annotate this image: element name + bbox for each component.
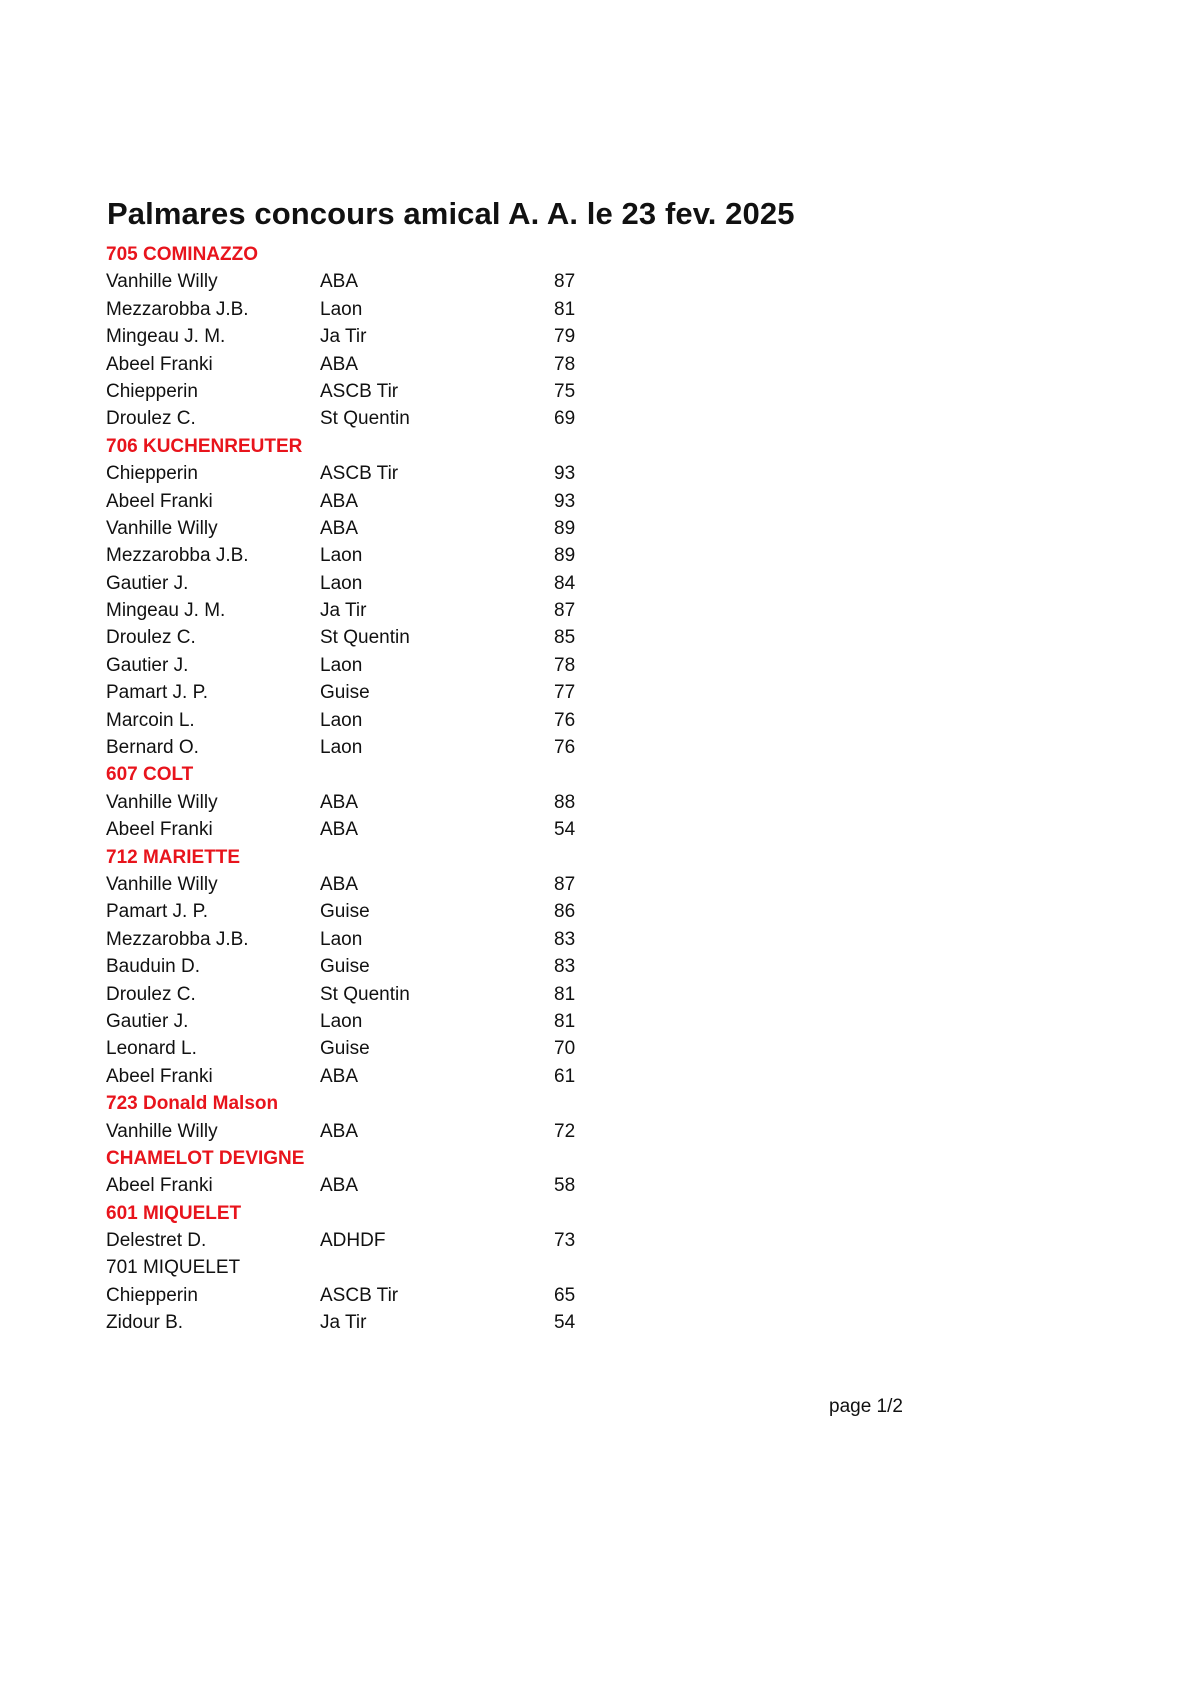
shooter-name: Mingeau J. M. — [106, 326, 226, 348]
result-row — [106, 624, 806, 651]
score-value: 87 — [554, 271, 576, 293]
shooter-name: Droulez C. — [106, 627, 196, 649]
shooter-name: Abeel Franki — [106, 353, 213, 375]
shooter-name: Chiepperin — [106, 1284, 198, 1306]
category-heading: 701 MIQUELET — [106, 1257, 241, 1279]
shooter-name: Mezzarobba J.B. — [106, 298, 249, 320]
result-row — [106, 816, 806, 843]
score-value: 85 — [554, 627, 576, 649]
result-row — [106, 981, 806, 1008]
club-name: Guise — [320, 901, 370, 923]
result-row — [106, 268, 806, 295]
club-name: Laon — [320, 1010, 363, 1032]
category-heading: 712 MARIETTE — [106, 846, 241, 868]
result-row — [106, 898, 806, 925]
club-name: Laon — [320, 298, 363, 320]
shooter-name: Abeel Franki — [106, 1175, 213, 1197]
score-value: 81 — [554, 983, 576, 1005]
score-value: 75 — [554, 380, 576, 402]
score-value: 81 — [554, 1010, 576, 1032]
club-name: ASCB Tir — [320, 463, 399, 485]
club-name: ABA — [320, 271, 359, 293]
club-name: ABA — [320, 490, 359, 512]
shooter-name: Vanhille Willy — [106, 517, 218, 539]
shooter-name: Chiepperin — [106, 380, 198, 402]
result-row — [106, 652, 806, 679]
shooter-name: Vanhille Willy — [106, 271, 218, 293]
result-row — [106, 570, 806, 597]
shooter-name: Vanhille Willy — [106, 873, 218, 895]
result-row — [106, 789, 806, 816]
shooter-name: Gautier J. — [106, 654, 189, 676]
score-value: 78 — [554, 654, 576, 676]
score-value: 61 — [554, 1065, 576, 1087]
club-name: ABA — [320, 819, 359, 841]
shooter-name: Zidour B. — [106, 1312, 184, 1334]
result-row — [106, 926, 806, 953]
club-name: Laon — [320, 709, 363, 731]
club-name: Guise — [320, 682, 370, 704]
club-name: Laon — [320, 737, 363, 759]
score-value: 77 — [554, 682, 576, 704]
result-row — [106, 378, 806, 405]
score-value: 87 — [554, 600, 576, 622]
club-name: St Quentin — [320, 983, 410, 1005]
result-row — [106, 1172, 806, 1199]
category-heading: 607 COLT — [106, 764, 194, 786]
score-value: 89 — [554, 517, 576, 539]
score-value: 87 — [554, 873, 576, 895]
category-heading: 723 Donald Malson — [106, 1093, 279, 1115]
club-name: Ja Tir — [320, 600, 367, 622]
club-name: St Quentin — [320, 627, 410, 649]
shooter-name: Mezzarobba J.B. — [106, 928, 249, 950]
score-value: 78 — [554, 353, 576, 375]
club-name: Ja Tir — [320, 1312, 367, 1334]
result-row — [106, 707, 806, 734]
shooter-name: Abeel Franki — [106, 490, 213, 512]
club-name: ASCB Tir — [320, 1284, 399, 1306]
results-list — [106, 241, 806, 1337]
score-value: 88 — [554, 791, 576, 813]
score-value: 81 — [554, 298, 576, 320]
page-number: page 1/2 — [829, 1396, 903, 1417]
score-value: 89 — [554, 545, 576, 567]
score-value: 65 — [554, 1284, 576, 1306]
shooter-name: Pamart J. P. — [106, 682, 209, 704]
category-heading: CHAMELOT DEVIGNE — [106, 1147, 305, 1169]
shooter-name: Mingeau J. M. — [106, 600, 226, 622]
score-value: 93 — [554, 463, 576, 485]
result-row — [106, 1063, 806, 1090]
club-name: Guise — [320, 956, 370, 978]
score-value: 86 — [554, 901, 576, 923]
result-row — [106, 1035, 806, 1062]
result-row — [106, 1008, 806, 1035]
club-name: ABA — [320, 1120, 359, 1142]
shooter-name: Delestret D. — [106, 1230, 207, 1252]
club-name: ABA — [320, 873, 359, 895]
score-value: 76 — [554, 737, 576, 759]
club-name: ABA — [320, 353, 359, 375]
result-row — [106, 1309, 806, 1336]
club-name: Ja Tir — [320, 326, 367, 348]
shooter-name: Droulez C. — [106, 983, 196, 1005]
category-heading: 601 MIQUELET — [106, 1202, 242, 1224]
club-name: ASCB Tir — [320, 380, 399, 402]
shooter-name: Abeel Franki — [106, 1065, 213, 1087]
result-row — [106, 1282, 806, 1309]
result-row — [106, 460, 806, 487]
score-value: 70 — [554, 1038, 576, 1060]
club-name: ADHDF — [320, 1230, 386, 1252]
shooter-name: Bernard O. — [106, 737, 199, 759]
club-name: St Quentin — [320, 408, 410, 430]
score-value: 79 — [554, 326, 576, 348]
result-row — [106, 1227, 806, 1254]
result-row — [106, 597, 806, 624]
result-row — [106, 323, 806, 350]
score-value: 58 — [554, 1175, 576, 1197]
shooter-name: Vanhille Willy — [106, 1120, 218, 1142]
result-row — [106, 953, 806, 980]
club-name: Laon — [320, 545, 363, 567]
result-row — [106, 351, 806, 378]
shooter-name: Abeel Franki — [106, 819, 213, 841]
score-value: 54 — [554, 1312, 576, 1334]
club-name: Laon — [320, 928, 363, 950]
result-row — [106, 871, 806, 898]
shooter-name: Droulez C. — [106, 408, 196, 430]
club-name: ABA — [320, 791, 359, 813]
score-value: 84 — [554, 572, 576, 594]
club-name: ABA — [320, 1175, 359, 1197]
score-value: 76 — [554, 709, 576, 731]
club-name: ABA — [320, 1065, 359, 1087]
score-value: 72 — [554, 1120, 576, 1142]
club-name: Laon — [320, 654, 363, 676]
page-title: Palmares concours amical A. A. le 23 fev. 2025 — [107, 196, 795, 231]
club-name: Guise — [320, 1038, 370, 1060]
category-heading: 706 KUCHENREUTER — [106, 435, 303, 457]
shooter-name: Marcoin L. — [106, 709, 195, 731]
result-row — [106, 515, 806, 542]
result-row — [106, 296, 806, 323]
score-value: 69 — [554, 408, 576, 430]
result-row — [106, 405, 806, 432]
result-row — [106, 734, 806, 761]
score-value: 83 — [554, 928, 576, 950]
shooter-name: Leonard L. — [106, 1038, 197, 1060]
score-value: 83 — [554, 956, 576, 978]
score-value: 73 — [554, 1230, 576, 1252]
score-value: 54 — [554, 819, 576, 841]
club-name: ABA — [320, 517, 359, 539]
result-row — [106, 488, 806, 515]
club-name: Laon — [320, 572, 363, 594]
score-value: 93 — [554, 490, 576, 512]
shooter-name: Pamart J. P. — [106, 901, 209, 923]
shooter-name: Gautier J. — [106, 572, 189, 594]
shooter-name: Mezzarobba J.B. — [106, 545, 249, 567]
category-heading: 705 COMINAZZO — [106, 244, 259, 265]
result-row — [106, 1118, 806, 1145]
shooter-name: Bauduin D. — [106, 956, 201, 978]
shooter-name: Vanhille Willy — [106, 791, 218, 813]
shooter-name: Chiepperin — [106, 463, 198, 485]
result-row — [106, 542, 806, 569]
result-row — [106, 679, 806, 706]
shooter-name: Gautier J. — [106, 1010, 189, 1032]
